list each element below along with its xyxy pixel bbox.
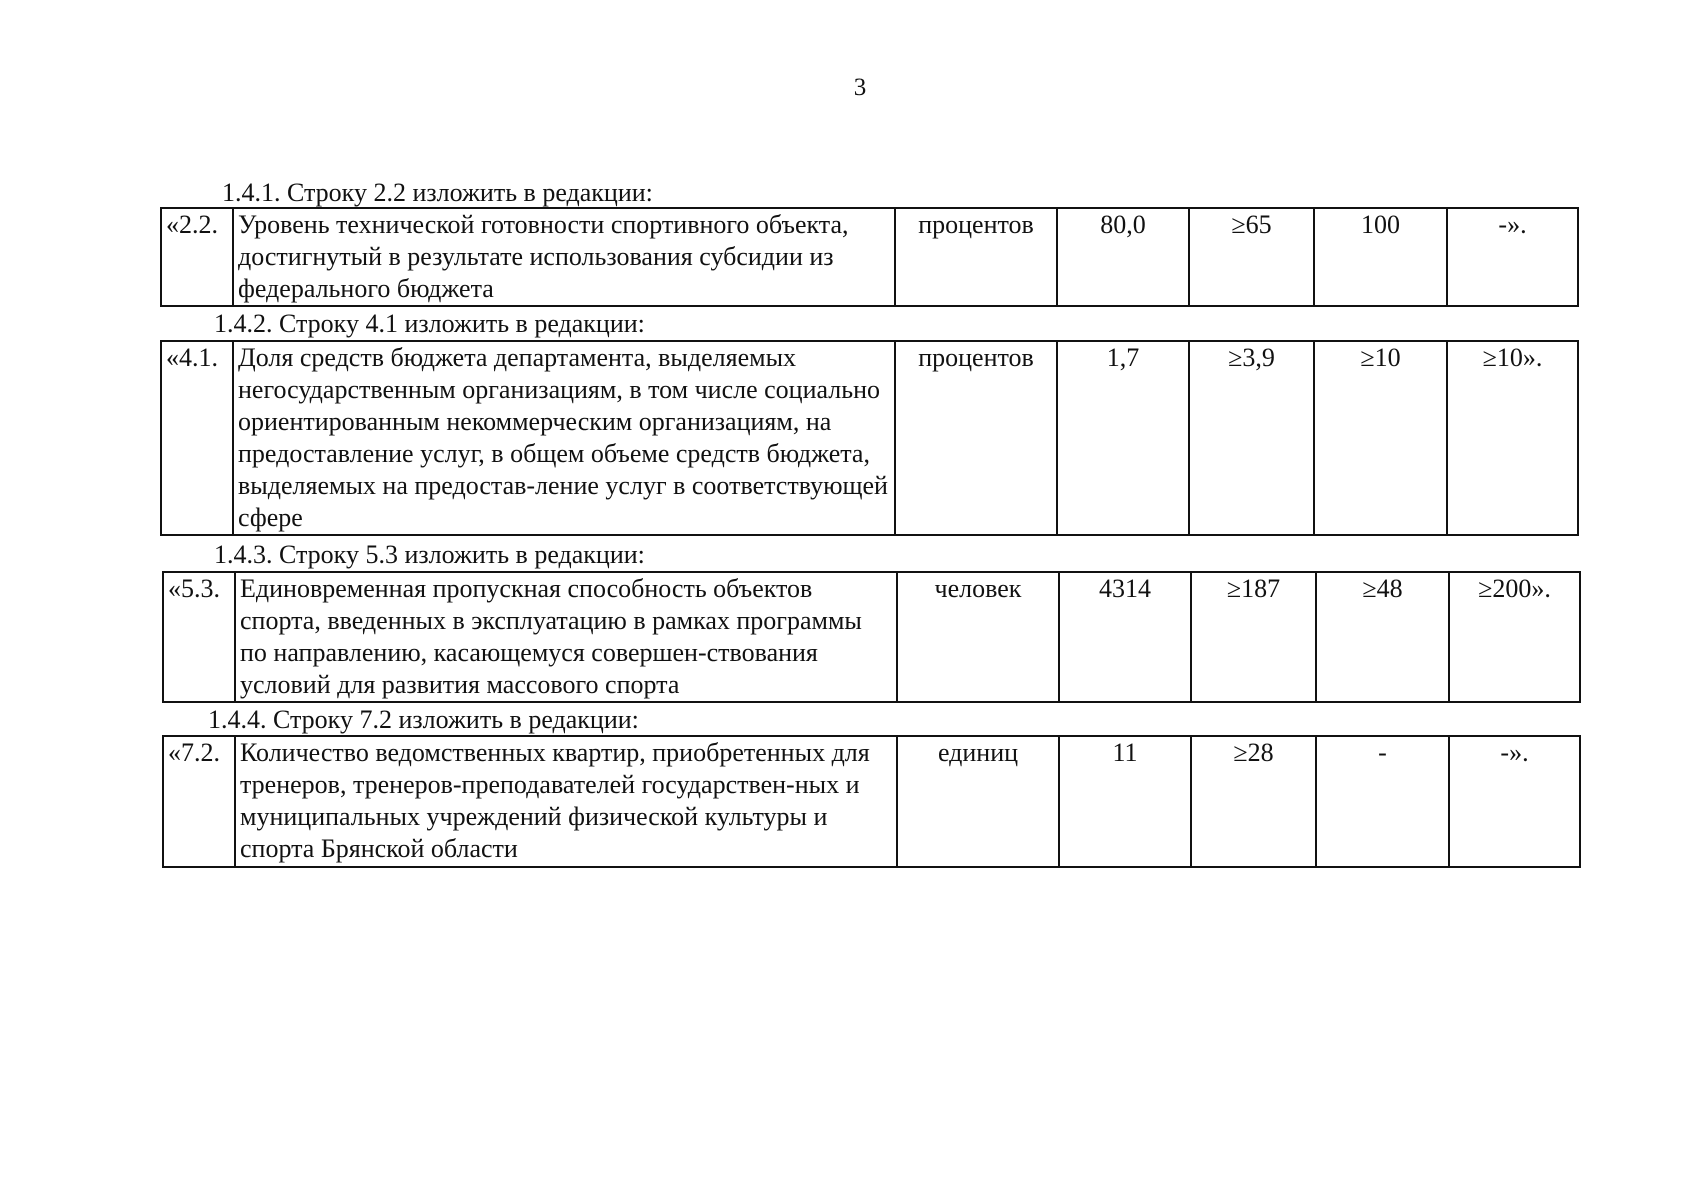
row-number: «4.1. [161,341,233,535]
value-4: ≥10». [1447,341,1578,535]
section-heading-1-4-1: 1.4.1. Строку 2.2 изложить в редакции: [222,178,653,207]
indicator-name: Количество ведомственных квартир, приобретенных для тренеров, тренеров-преподавателей государствен-ных и муниципальных учреждений физической культуры и спорта Брянской области [235,736,897,867]
section-heading-1-4-2: 1.4.2. Строку 4.1 изложить в редакции: [214,309,645,338]
value-1: 11 [1059,736,1191,867]
table-row [161,341,1578,535]
value-2: ≥3,9 [1189,341,1314,535]
unit-of-measure: процентов [895,341,1057,535]
indicator-name: Уровень технической готовности спортивного объекта, достигнутый в результате использования субсидии из федерального бюджета [233,208,895,306]
row-number: «2.2. [161,208,233,306]
indicator-name: Доля средств бюджета департамента, выделяемых негосударственным организациям, в том числе социально ориентированным некоммерческим организациям, на предоставление услуг, в общем объеме средств бюджета, выделяемых на предостав-ление услуг в соответствующей сфере [233,341,895,535]
value-1: 4314 [1059,572,1191,702]
row-number: «5.3. [163,572,235,702]
row-table-5-3 [162,571,1581,703]
page-number: 3 [853,74,867,101]
value-2: ≥187 [1191,572,1316,702]
row-table-7-2 [162,735,1581,868]
value-4: -». [1449,736,1580,867]
table-row [161,208,1578,306]
value-3: - [1316,736,1449,867]
value-4: ≥200». [1449,572,1580,702]
value-1: 1,7 [1057,341,1189,535]
section-heading-1-4-3: 1.4.3. Строку 5.3 изложить в редакции: [214,540,645,569]
value-3: ≥48 [1316,572,1449,702]
value-2: ≥65 [1189,208,1314,306]
value-1: 80,0 [1057,208,1189,306]
indicator-name: Единовременная пропускная способность объектов спорта, введенных в эксплуатацию в рамках программы по направлению, касающемуся совершен-ствования условий для развития массового спорта [235,572,897,702]
value-2: ≥28 [1191,736,1316,867]
row-table-2-2 [160,207,1579,307]
row-number: «7.2. [163,736,235,867]
unit-of-measure: человек [897,572,1059,702]
row-table-4-1 [160,340,1579,536]
unit-of-measure: единиц [897,736,1059,867]
value-4: -». [1447,208,1578,306]
table-row [163,572,1580,702]
value-3: ≥10 [1314,341,1447,535]
table-row [163,736,1580,867]
unit-of-measure: процентов [895,208,1057,306]
section-heading-1-4-4: 1.4.4. Строку 7.2 изложить в редакции: [208,705,639,734]
value-3: 100 [1314,208,1447,306]
